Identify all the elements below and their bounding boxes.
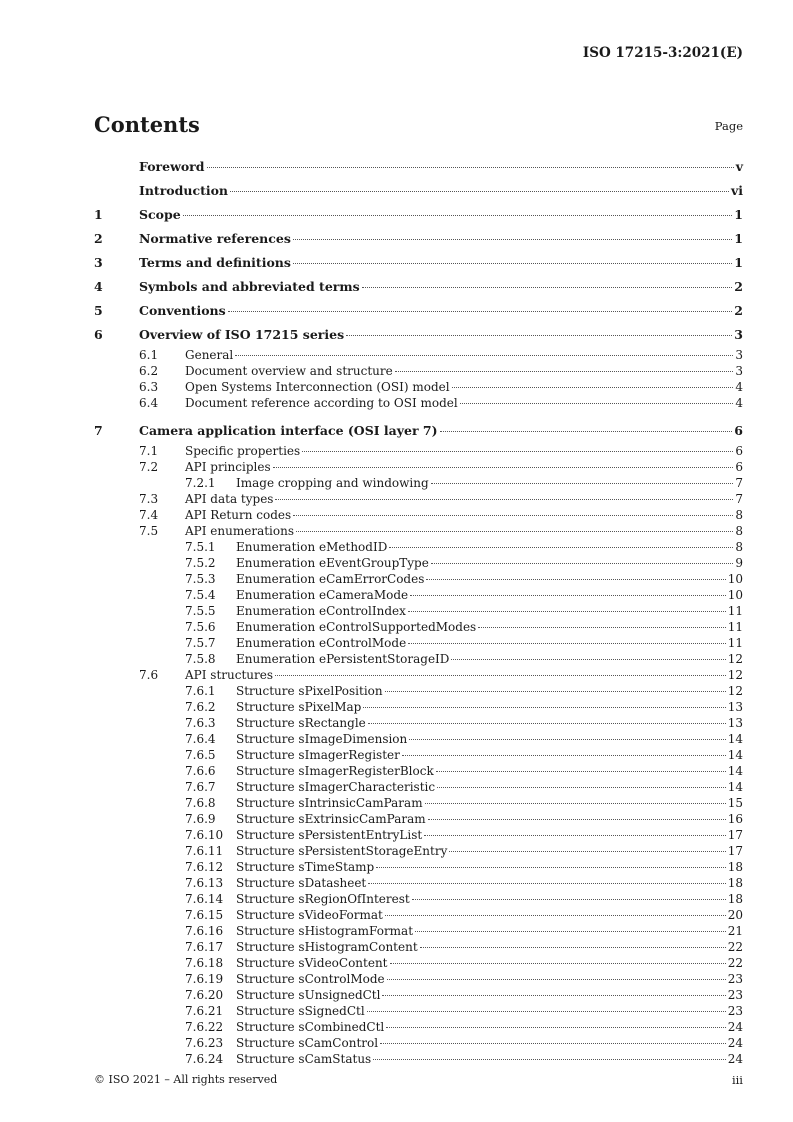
dot-leader (385, 681, 726, 692)
toc-entry-page: 10 (727, 572, 743, 586)
dot-leader (389, 537, 733, 548)
toc-entry-page: 24 (727, 1036, 743, 1050)
toc-entry-page: 20 (727, 908, 743, 922)
toc-entry-title[interactable]: API data types (185, 492, 274, 506)
dot-leader (293, 253, 732, 264)
dot-leader (386, 1017, 725, 1028)
toc-entry-page: 9 (735, 556, 743, 570)
dot-leader (420, 937, 726, 948)
toc-entry-number: 7.6.17 (185, 940, 224, 954)
toc-entry-title[interactable]: API Return codes (185, 508, 292, 522)
toc-entry-page: 17 (727, 844, 743, 858)
dot-leader (385, 905, 726, 916)
toc-entry-number: 7.6.3 (185, 716, 216, 730)
dot-leader (409, 729, 725, 740)
toc-entry-number: 7.5.6 (185, 620, 216, 634)
toc-entry-number: 7.6.6 (185, 764, 216, 778)
dot-leader (437, 777, 726, 788)
toc-entry-page: 3 (735, 364, 743, 378)
dot-leader (424, 825, 726, 836)
toc-entry-number: 7.6.4 (185, 732, 216, 746)
toc-entry-title[interactable]: Document reference according to OSI model (185, 396, 458, 410)
toc-entry-number: 7.6.8 (185, 796, 216, 810)
toc-entry-title[interactable]: Enumeration eEventGroupType (236, 556, 429, 570)
dot-leader (275, 489, 733, 500)
toc-entry-title[interactable]: Structure sCamControl (236, 1036, 379, 1050)
dot-leader (452, 377, 734, 388)
toc-entry-page: 10 (727, 588, 743, 602)
toc-entry-page: 7 (735, 476, 743, 490)
toc-entry-title[interactable]: Overview of ISO 17215 series (139, 327, 345, 342)
toc-entry-number: 6 (94, 327, 103, 342)
toc-entry-title[interactable]: Structure sVideoFormat (236, 908, 383, 922)
toc-entry-number: 7.6.10 (185, 828, 224, 842)
dot-leader (387, 969, 726, 980)
toc-entry-number: 7.5.4 (185, 588, 216, 602)
toc-entry[interactable] (94, 179, 743, 203)
dot-leader (431, 473, 734, 484)
toc-entry[interactable] (94, 419, 743, 443)
toc-entry-number: 7.6 (139, 668, 159, 682)
toc-entry-title[interactable]: Structure sHistogramContent (236, 940, 418, 954)
toc-entry-page: vi (730, 183, 743, 198)
dot-leader (368, 873, 725, 884)
toc-entry-page: 6 (735, 460, 743, 474)
toc-entry-number: 7.6.24 (185, 1052, 224, 1066)
toc-entry-page: 12 (727, 684, 743, 698)
toc-entry-number: 7.6.11 (185, 844, 224, 858)
dot-leader (376, 857, 726, 868)
toc-entry-number: 5 (94, 303, 103, 318)
toc-entry-title[interactable]: Specific properties (185, 444, 301, 458)
toc-entry-number: 6.2 (139, 364, 159, 378)
toc-entry-title[interactable]: Foreword (139, 159, 205, 174)
toc-entry-page: 2 (734, 279, 743, 294)
dot-leader (235, 345, 733, 356)
toc-entry-number: 7.5.2 (185, 556, 216, 570)
dot-leader (408, 633, 726, 644)
dot-leader (410, 585, 726, 596)
dot-leader (207, 157, 734, 168)
toc-entry-page: 18 (727, 876, 743, 890)
toc-entry-title[interactable]: Structure sTimeStamp (236, 860, 375, 874)
dot-leader (293, 505, 733, 516)
toc-entry-number: 7.3 (139, 492, 159, 506)
toc-entry-title[interactable]: Structure sCamStatus (236, 1052, 372, 1066)
toc-entry-page: 7 (735, 492, 743, 506)
toc-entry-title[interactable]: Structure sImageDimension (236, 732, 408, 746)
toc-entry[interactable] (94, 203, 743, 227)
dot-leader (478, 617, 726, 628)
toc-entry-page: 14 (727, 748, 743, 762)
toc-entry-number: 7.6.2 (185, 700, 216, 714)
dot-leader (425, 793, 726, 804)
toc-entry-number: 7.4 (139, 508, 159, 522)
toc-entry-title[interactable]: Enumeration eControlIndex (236, 604, 406, 618)
dot-leader (395, 361, 734, 372)
toc-entry-number: 7.6.9 (185, 812, 216, 826)
toc-entry-number: 7.5.8 (185, 652, 216, 666)
toc-entry-title[interactable]: API enumerations (185, 524, 294, 538)
toc-entry-number: 4 (94, 279, 103, 294)
toc-entry-title[interactable]: Camera application interface (OSI layer 7) (139, 423, 438, 438)
toc-entry-page: 6 (734, 423, 743, 438)
toc-entry-title[interactable]: Structure sCombinedCtl (236, 1020, 385, 1034)
toc-entry[interactable] (94, 155, 743, 179)
toc-entry-title[interactable]: Symbols and abbreviated terms (139, 279, 360, 294)
toc-entry-page: 14 (727, 764, 743, 778)
toc-entry-title[interactable]: Structure sImagerCharacteristic (236, 780, 436, 794)
toc-entry-title[interactable]: Structure sRectangle (236, 716, 366, 730)
toc-entry-number: 7.2 (139, 460, 159, 474)
toc-entry-number: 7.5.5 (185, 604, 216, 618)
toc-entry-title[interactable]: Structure sSignedCtl (236, 1004, 365, 1018)
toc-entry[interactable] (94, 227, 743, 251)
toc-entry-page: 8 (735, 508, 743, 522)
toc-entry-title[interactable]: Structure sPersistentEntryList (236, 828, 423, 842)
dot-leader (273, 457, 734, 468)
toc-entry-page: 18 (727, 860, 743, 874)
dot-leader (449, 841, 725, 852)
toc-entry-page: 4 (735, 396, 743, 410)
page-number: iii (731, 1073, 743, 1087)
document-id: ISO 17215-3:2021(E) (582, 45, 743, 61)
toc-entry-page: 1 (734, 255, 743, 270)
page-title: Contents (94, 112, 200, 137)
toc-entry-number: 7.5.7 (185, 636, 216, 650)
toc-entry-page: 14 (727, 780, 743, 794)
toc-entry-page: 22 (727, 940, 743, 954)
dot-leader (275, 665, 726, 676)
toc-entry-title[interactable]: Conventions (139, 303, 226, 318)
toc-entry-page: 15 (727, 796, 743, 810)
toc-entry-page: 11 (727, 620, 743, 634)
toc-entry-page: 17 (727, 828, 743, 842)
dot-leader (436, 761, 726, 772)
dot-leader (183, 205, 733, 216)
toc-entry-page: 12 (727, 668, 743, 682)
toc-entry-page: 11 (727, 636, 743, 650)
dot-leader (431, 553, 734, 564)
table-of-contents (94, 155, 743, 1067)
toc-entry-page: 23 (727, 988, 743, 1002)
toc-entry-title[interactable]: Enumeration ePersistentStorageID (236, 652, 450, 666)
toc-entry-title[interactable]: Structure sPixelMap (236, 700, 362, 714)
page-column-label: Page (714, 119, 743, 133)
toc-entry[interactable] (94, 323, 743, 347)
toc-entry-page: 24 (727, 1020, 743, 1034)
toc-entry-page: 21 (727, 924, 743, 938)
toc-entry-number: 7.6.16 (185, 924, 224, 938)
toc-entry-number: 7.6.15 (185, 908, 224, 922)
toc-entry-page: 16 (727, 812, 743, 826)
dot-leader (428, 809, 726, 820)
dot-leader (412, 889, 726, 900)
toc-entry-page: 2 (734, 303, 743, 318)
toc-entry-title[interactable]: Structure sUnsignedCtl (236, 988, 381, 1002)
toc-entry-title[interactable]: Structure sIntrinsicCamParam (236, 796, 423, 810)
toc-entry-number: 7 (94, 423, 103, 438)
toc-entry[interactable] (94, 251, 743, 275)
toc-entry-title[interactable]: Enumeration eMethodID (236, 540, 388, 554)
dot-leader (373, 1049, 726, 1060)
toc-entry-page: 4 (735, 380, 743, 394)
toc-entry-number: 3 (94, 255, 103, 270)
toc-entry-title[interactable]: Structure sPixelPosition (236, 684, 383, 698)
toc-entry-number: 7.6.23 (185, 1036, 224, 1050)
toc-entry-title[interactable]: Structure sPersistentStorageEntry (236, 844, 448, 858)
toc-entry-title[interactable]: Normative references (139, 231, 291, 246)
toc-entry[interactable] (94, 299, 743, 323)
dot-leader (228, 301, 733, 312)
toc-entry-page: 3 (734, 327, 743, 342)
toc-entry-page: 13 (727, 700, 743, 714)
dot-leader (363, 697, 725, 708)
dot-leader (380, 1033, 726, 1044)
toc-entry-title[interactable]: Open Systems Interconnection (OSI) model (185, 380, 450, 394)
toc-entry-title[interactable]: Image cropping and windowing (236, 476, 429, 490)
toc-entry-title[interactable]: Structure sDatasheet (236, 876, 367, 890)
toc-entry-page: 23 (727, 1004, 743, 1018)
dot-leader (382, 985, 725, 996)
toc-entry-number: 7.6.14 (185, 892, 224, 906)
toc-entry-number: 7.2.1 (185, 476, 216, 490)
toc-entry-number: 7.6.21 (185, 1004, 224, 1018)
toc-entry-page: 3 (735, 348, 743, 362)
dot-leader (293, 229, 732, 240)
toc-entry-title[interactable]: Structure sControlMode (236, 972, 385, 986)
dot-leader (415, 921, 726, 932)
toc-entry-title[interactable]: Enumeration eCamErrorCodes (236, 572, 425, 586)
toc-entry-title[interactable]: Structure sExtrinsicCamParam (236, 812, 426, 826)
toc-entry-number: 7.6.1 (185, 684, 216, 698)
toc-entry-number: 7.5 (139, 524, 159, 538)
toc-entry-number: 7.6.5 (185, 748, 216, 762)
dot-leader (402, 745, 726, 756)
toc-entry-title[interactable]: General (185, 348, 234, 362)
toc-entry[interactable] (94, 275, 743, 299)
toc-entry-page: 8 (735, 540, 743, 554)
toc-entry-page: v (735, 159, 743, 174)
toc-entry-title[interactable]: Structure sRegionOfInterest (236, 892, 410, 906)
toc-entry-number: 7.6.22 (185, 1020, 224, 1034)
toc-entry-page: 14 (727, 732, 743, 746)
toc-entry-title[interactable]: Terms and definitions (139, 255, 291, 270)
toc-entry-title[interactable]: Introduction (139, 183, 229, 198)
toc-entry[interactable] (94, 395, 743, 411)
toc-entry-number: 7.6.18 (185, 956, 224, 970)
toc-entry-title[interactable]: API principles (185, 460, 271, 474)
toc-entry-number: 7.6.13 (185, 876, 224, 890)
toc-entry-number: 6.4 (139, 396, 159, 410)
toc-entry-title[interactable]: Structure sVideoContent (236, 956, 388, 970)
copyright-notice: © ISO 2021 – All rights reserved (94, 1073, 278, 1086)
toc-entry-page: 13 (727, 716, 743, 730)
toc-entry-page: 1 (734, 207, 743, 222)
toc-entry-number: 7.6.19 (185, 972, 224, 986)
dot-leader (367, 1001, 726, 1012)
toc-entry-title[interactable]: Structure sImagerRegisterBlock (236, 764, 434, 778)
toc-entry-title[interactable]: Document overview and structure (185, 364, 393, 378)
toc-entry-number: 1 (94, 207, 103, 222)
toc-entry-title[interactable]: Enumeration eCameraMode (236, 588, 409, 602)
toc-entry-number: 6.1 (139, 348, 159, 362)
dot-leader (390, 953, 726, 964)
toc-entry-page: 22 (727, 956, 743, 970)
toc-entry-number: 7.5.1 (185, 540, 216, 554)
toc-entry-page: 23 (727, 972, 743, 986)
toc-entry-title[interactable]: Structure sImagerRegister (236, 748, 400, 762)
dot-leader (460, 393, 734, 404)
toc-entry-number: 7.1 (139, 444, 159, 458)
dot-leader (408, 601, 726, 612)
toc-entry-number: 7.5.3 (185, 572, 216, 586)
toc-entry-page: 6 (735, 444, 743, 458)
toc-entry-title[interactable]: Enumeration eControlSupportedModes (236, 620, 477, 634)
toc-entry[interactable] (94, 1051, 743, 1067)
toc-entry-page: 18 (727, 892, 743, 906)
dot-leader (230, 181, 729, 192)
toc-entry-title[interactable]: API structures (185, 668, 274, 682)
dot-leader (346, 325, 732, 336)
toc-entry-page: 11 (727, 604, 743, 618)
dot-leader (426, 569, 725, 580)
toc-entry-page: 24 (727, 1052, 743, 1066)
toc-entry-number: 6.3 (139, 380, 159, 394)
dot-leader (302, 441, 733, 452)
dot-leader (451, 649, 725, 660)
dot-leader (296, 521, 733, 532)
toc-entry-number: 7.6.7 (185, 780, 216, 794)
toc-entry-page: 12 (727, 652, 743, 666)
toc-entry-number: 2 (94, 231, 103, 246)
dot-leader (368, 713, 726, 724)
dot-leader (440, 421, 733, 432)
toc-entry-number: 7.6.12 (185, 860, 224, 874)
toc-entry-page: 1 (734, 231, 743, 246)
toc-entry-title[interactable]: Enumeration eControlMode (236, 636, 407, 650)
dot-leader (362, 277, 733, 288)
toc-entry-number: 7.6.20 (185, 988, 224, 1002)
toc-entry-title[interactable]: Structure sHistogramFormat (236, 924, 414, 938)
toc-entry-page: 8 (735, 524, 743, 538)
toc-entry-title[interactable]: Scope (139, 207, 181, 222)
